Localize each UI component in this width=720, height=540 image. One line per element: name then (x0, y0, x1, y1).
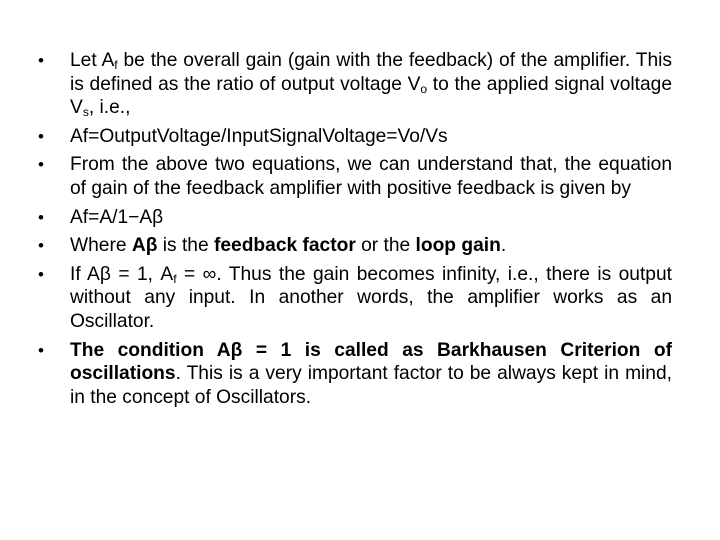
bullet-item (38, 263, 672, 334)
bullet-text: = ∞. Thus the gain becomes infinity, i.e., there is output without any input. In another words, the amplifier works as an Oscillator. (70, 263, 672, 332)
bullet-text: . This is a very important factor to be always kept in mind, in the concept of Oscillators. (70, 363, 672, 408)
bullet-text: Where (70, 235, 132, 257)
bullet-text: Af=OutputVoltage/InputSignalVoltage=Vo/Vs (70, 125, 448, 147)
bullet-text: . (500, 235, 507, 257)
bold-text: feedback factor (213, 235, 356, 257)
bullet-text: to the applied signal voltage V (70, 73, 672, 118)
subscript-text: f (173, 271, 177, 286)
bold-text: loop gain (415, 235, 501, 257)
bullet-text: From the above two equations, we can understand that, the equation of gain of the feedback amplifier with positive feedback is given by (70, 154, 672, 199)
bullet-text: , i.e., (88, 97, 131, 118)
bullet-marker: • (38, 155, 44, 175)
bullet-list (38, 49, 672, 409)
bullet-text: Af=A/1−Aβ (70, 206, 164, 228)
bullet-item (38, 206, 672, 230)
bullet-item (38, 234, 672, 258)
bullet-text: If Aβ = 1, A (70, 263, 174, 285)
bullet-text: Let A (70, 50, 115, 71)
bullet-marker: • (38, 340, 44, 360)
bullet-item (38, 125, 672, 149)
bullet-marker: • (38, 126, 44, 146)
bullet-text: or the (355, 235, 416, 257)
bullet-marker: • (38, 207, 44, 227)
bullet-marker: • (38, 264, 44, 284)
bullet-item (38, 49, 672, 120)
subscript-text: o (420, 81, 428, 96)
bullet-item (38, 153, 672, 200)
bold-text: Aβ (131, 235, 158, 257)
bold-text: The condition Aβ = 1 is called as Barkhausen Criterion of oscillations (70, 339, 672, 385)
bullet-marker: • (38, 51, 44, 70)
subscript-text: f (114, 58, 118, 72)
subscript-text: s (82, 105, 89, 119)
bullet-text: is the (157, 235, 214, 257)
bullet-text: be the overall gain (gain with the feedback) of the amplifier. This is defined as the ratio of output voltage V (70, 50, 672, 95)
bullet-marker: • (38, 236, 44, 256)
bullet-item (38, 339, 672, 410)
